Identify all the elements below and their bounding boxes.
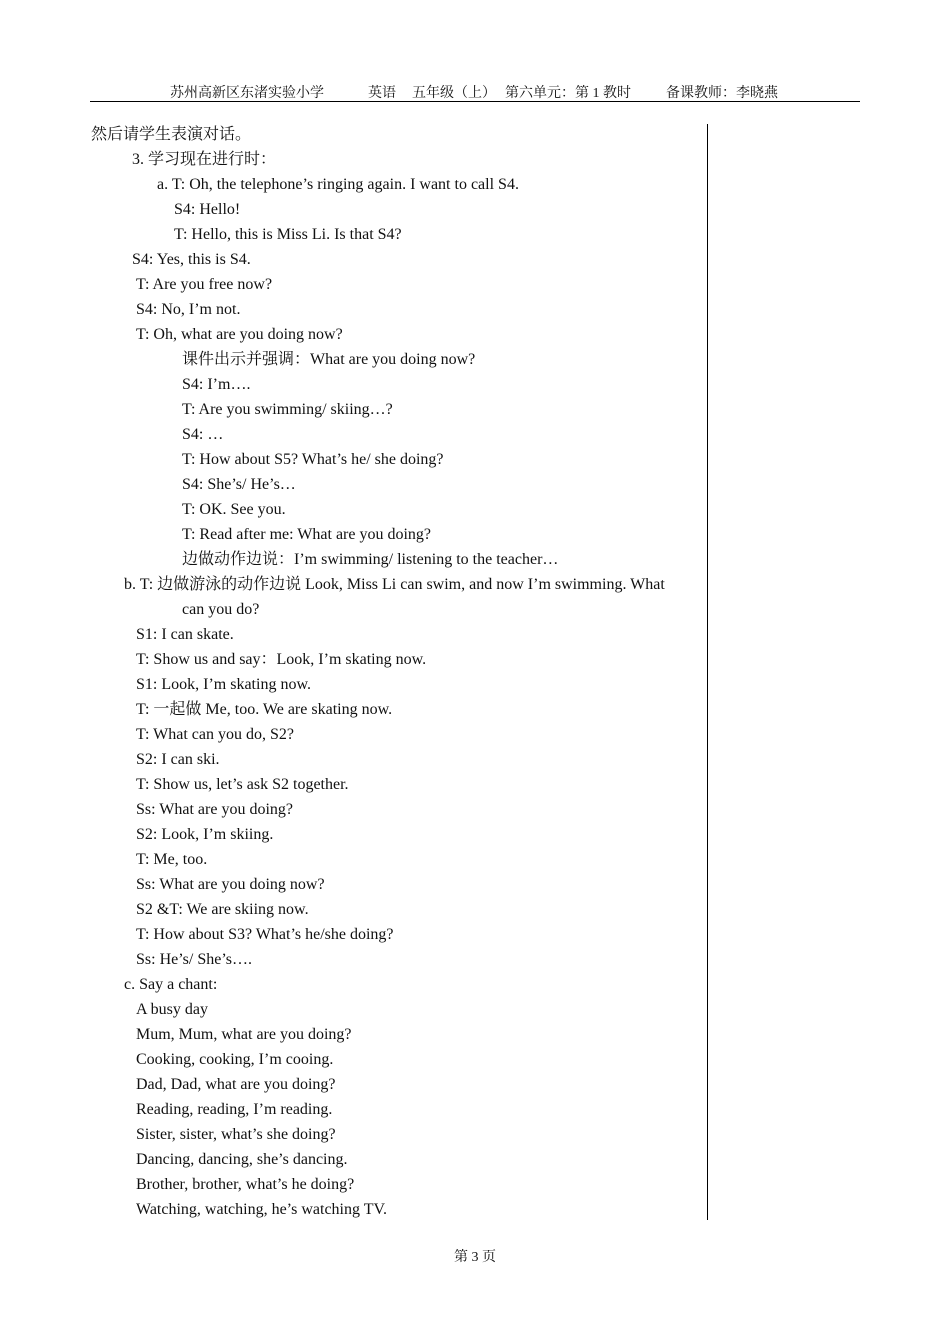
text-line: Brother, brother, what’s he doing?	[136, 1176, 355, 1193]
text-line: Sister, sister, what’s she doing?	[136, 1126, 336, 1143]
text-line: T: OK. See you.	[182, 501, 286, 518]
header-rule	[90, 101, 860, 102]
text-line: Cooking, cooking, I’m cooing.	[136, 1051, 334, 1068]
header-grade: 五年级（上）	[412, 86, 496, 101]
text-line: 然后请学生表演对话。	[91, 126, 252, 143]
text-line: T: Oh, what are you doing now?	[136, 326, 343, 343]
text-line: b. T: 边做游泳的动作边说 Look, Miss Li can swim, and now I’m swimming. What	[124, 576, 665, 593]
text-line: 课件出示并强调：What are you doing now?	[182, 351, 476, 368]
text-line: S2 &T: We are skiing now.	[136, 901, 309, 918]
header-unit: 第六单元：第 1 教时	[505, 86, 631, 101]
text-line: T: Read after me: What are you doing?	[182, 526, 432, 543]
text-line: Dancing, dancing, she’s dancing.	[136, 1151, 348, 1168]
text-line: T: 一起做 Me, too. We are skating now.	[136, 701, 393, 718]
text-line: T: Are you free now?	[136, 276, 273, 293]
text-line: S2: I can ski.	[136, 751, 220, 768]
text-line: A busy day	[136, 1001, 208, 1018]
notes-column-divider	[707, 124, 708, 1220]
text-line: T: Hello, this is Miss Li. Is that S4?	[174, 226, 402, 243]
text-line: S4: Hello!	[174, 201, 241, 218]
text-line: T: Are you swimming/ skiing…?	[182, 401, 393, 418]
text-line: T: How about S3? What’s he/she doing?	[136, 926, 394, 943]
text-line: Ss: He’s/ She’s….	[136, 951, 253, 968]
text-line: S2: Look, I’m skiing.	[136, 826, 274, 843]
page-number: 第 3 页	[454, 1250, 496, 1265]
text-line: S1: I can skate.	[136, 626, 234, 643]
text-line: S4: I’m….	[182, 376, 251, 393]
text-line: T: What can you do, S2?	[136, 726, 294, 743]
text-line: can you do?	[182, 601, 260, 618]
text-line: T: How about S5? What’s he/ she doing?	[182, 451, 444, 468]
header-teacher: 备课教师：李晓燕	[666, 86, 778, 101]
text-line: S4: No, I’m not.	[136, 301, 241, 318]
text-line: Mum, Mum, what are you doing?	[136, 1026, 352, 1043]
text-line: T: Me, too.	[136, 851, 208, 868]
text-line: S4: Yes, this is S4.	[132, 251, 251, 268]
text-line: T: Show us and say：Look, I’m skating now.	[136, 651, 427, 668]
text-line: Ss: What are you doing now?	[136, 876, 325, 893]
text-line: S1: Look, I’m skating now.	[136, 676, 311, 693]
text-line: 3. 学习现在进行时：	[132, 151, 277, 168]
header-subject: 英语	[368, 86, 396, 101]
text-line: Watching, watching, he’s watching TV.	[136, 1201, 387, 1218]
text-line: T: Show us, let’s ask S2 together.	[136, 776, 349, 793]
text-line: a. T: Oh, the telephone’s ringing again. I want to call S4.	[157, 176, 519, 193]
text-line: Reading, reading, I’m reading.	[136, 1101, 333, 1118]
text-line: Dad, Dad, what are you doing?	[136, 1076, 336, 1093]
text-line: Ss: What are you doing?	[136, 801, 294, 818]
text-line: 边做动作边说：I’m swimming/ listening to the teacher…	[182, 551, 559, 568]
text-line: S4: …	[182, 426, 224, 443]
header-school: 苏州高新区东渚实验小学	[170, 86, 324, 101]
text-line: c. Say a chant:	[124, 976, 218, 993]
text-line: S4: She’s/ He’s…	[182, 476, 296, 493]
